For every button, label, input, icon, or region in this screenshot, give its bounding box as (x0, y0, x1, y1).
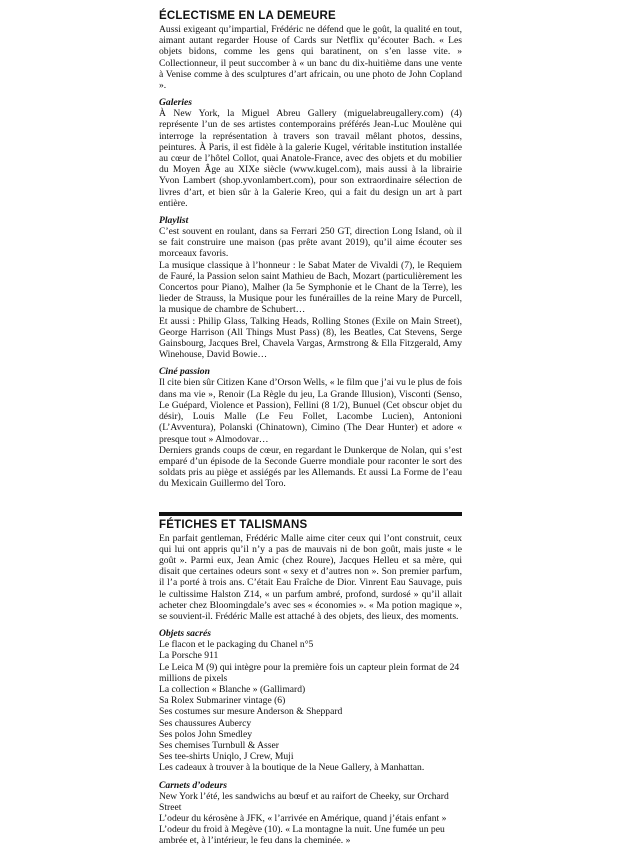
list-item: Ses polos John Smedley (159, 728, 253, 740)
eclectisme-intro: Aussi exigeant qu’impartial, Frédéric ne défend que le goût, la qualité en tout, aimant autant regarder House of Cards sur Netflix qu’écouter Bach. « Les objets bidons, comme les gens qui baratinent, on s’en lasse vite. » Collectionneur, il peut succomber à « un banc du dix-huitième dans une vente à Venise comme à des sculptures d’art africain, ou une photo de John Copland ». (159, 24, 462, 92)
subheading-cine-passion: Ciné passion (159, 366, 210, 378)
galeries-text: À New York, la Miguel Abreu Gallery (miguelabreugallery.com) (4) représente l’un de ses artistes contemporains préférés Jean-Luc Moulène qui interroge la représentation à travers son travail mêlant photos, dessins, peintures. À Paris, il est fidèle à la galerie Kugel, véritable institution installée au cœur de l’hôtel Collot, quai Anatole-France, avec des objets et du mobilier du Moyen Âge au XIXe siècle (www.kugel.com), mais aussi à la librairie Yvon Lambert (shop.yvonlambert.com), pour son extraordinaire sélection de livres d’art, et bien sûr à la Galerie Kreo, qui a fait du design un art à part entière. (159, 108, 462, 209)
section-title-eclectisme: ÉCLECTISME EN LA DEMEURE (159, 10, 336, 22)
list-item: La collection « Blanche » (Gallimard) (159, 683, 306, 695)
list-item: Les cadeaux à trouver à la boutique de la Neue Gallery, à Manhattan. (159, 762, 425, 774)
subheading-galeries: Galeries (159, 97, 193, 109)
list-item: L’odeur du kérosène à JFK, « l’arrivée en Amérique, quand j’étais enfant » (159, 812, 447, 824)
list-item: Ses chaussures Aubercy (159, 717, 252, 729)
playlist-paragraph-1: C’est souvent en roulant, dans sa Ferrari 250 GT, direction Long Island, où il se fait construire une maison (pas prête avant 2019), qu’il aime écouter ses morceaux favoris. (159, 226, 462, 260)
article-page (159, 10, 462, 847)
list-item: Sa Rolex Submariner vintage (6) (159, 695, 286, 707)
playlist-paragraph-3: Et aussi : Philip Glass, Talking Heads, Rolling Stones (Exile on Main Street), George Harrison (All Things Must Pass) (8), les Beatles, Cat Stevens, Serge Gainsbourg, Jacques Brel, Chavela Vargas, Armstrong & Ella Fitzgerald, Amy Winehouse, David Bowie… (159, 315, 462, 361)
subheading-playlist: Playlist (159, 215, 189, 227)
carnets-list (159, 791, 462, 847)
list-item: La Porsche 911 (159, 650, 219, 662)
list-item: Le Leica M (9) qui intègre pour la première fois un capteur plein format de 24 millions de pixels (159, 661, 460, 684)
cine-paragraph-2: Derniers grands coups de cœur, en regardant le Dunkerque de Nolan, qui s’est emparé d’un épisode de la Seconde Guerre mondiale pour raconter le sort des soldats pris au piège et assiégés par les Allemands. Et aussi La Forme de l’eau du Mexicain Guillermo del Toro. (159, 444, 462, 490)
list-item: Le flacon et le packaging du Chanel n°5 (159, 639, 314, 651)
list-item: New York l’été, les sandwichs au bœuf et au raifort de Cheeky, sur Orchard Street (159, 790, 449, 813)
section-title-fetiches: FÉTICHES ET TALISMANS (159, 518, 308, 531)
list-item: L’odeur du froid à Megève (10). « La montagne la nuit. Une fumée un peu ambrée et, à l’intérieur, le feu dans la cheminée. » (159, 824, 445, 847)
cine-paragraph-1: Il cite bien sûr Citizen Kane d’Orson Wells, « le film que j’ai vu le plus de fois dans ma vie », Renoir (La Règle du jeu, La Grande Illusion), Visconti (Senso, Le Guépard, Violence et Passion), Fellini (8 1/2), Bunuel (Cet obscur objet du désir), Louis Malle (Le Feu Follet, Lacombe Lucien), Antonioni (L’Avventura), Polanski (Chinatown), Cimino (The Dear Hunter) et adore « presque tout » Almodovar… (159, 377, 462, 445)
fetiches-intro: En parfait gentleman, Frédéric Malle aime citer ceux qui l’ont construit, ceux qui lui ont appris qu’il n’y a pas de mauvais ni de bon goût, mais juste « le goût ». Parmi eux, Jean Amic (chez Roure), Jacques Helleu et sa mère, qui disait que certaines odeurs sont « sexy et d’autres non ». Son premier parfum, il l’a porté à trois ans. C’était Eau Fraîche de Dior. Vinrent Eau Sauvage, puis le cultissime Halston Z14, « un parfum ambré, profond, surdosé » qu’il allait acheter chez Bloomingdale’s avec ses « économies ». « Ma potion magique », se souvient-il. Frédéric Malle est attaché à des objets, des lieux, des moments. (159, 532, 462, 622)
section-divider (159, 512, 462, 516)
playlist-paragraph-2: La musique classique à l’honneur : le Sabat Mater de Vivaldi (7), le Requiem de Fauré, la Passion selon saint Mathieu de Bach, Mozart (particulièrement les Concertos pour Piano), Malher (la 5e Symphonie et le Chant de la Terre), les lieder de Strauss, la Musique pour les funérailles de la reine Mary de Purcell, la musique de chambre de Schubert… (159, 259, 462, 316)
objets-list (159, 639, 462, 773)
list-item: Ses costumes sur mesure Anderson & Sheppard (159, 706, 343, 718)
subheading-objets-sacres: Objets sacrés (159, 628, 211, 640)
list-item: Ses chemises Turnbull & Asser (159, 739, 279, 751)
subheading-carnets-odeurs: Carnets d’odeurs (159, 779, 227, 791)
list-item: Ses tee-shirts Uniqlo, J Crew, Muji (159, 751, 294, 763)
